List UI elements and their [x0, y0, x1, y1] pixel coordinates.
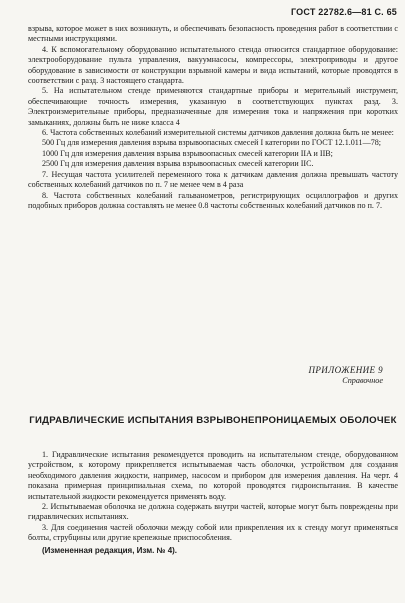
paragraph: 6. Частота собственных колебаний измерительной системы датчиков давления должна быть не менее: [42, 128, 394, 138]
paragraph: 1. Гидравлические испытания рекомендуется проводить на испытательном стенде, оборудованном устройством, к которому прикрепляется испытываемая часть оболочки, устройством для создания необходимого давления жидкости, например, насосом и прибором для измерения давления. На черт. 4 показана примерная принципиальная схема, по которой проводятся гидроиспытания. В качестве испытательной жидкости рекомендуется применять воду. [28, 450, 398, 501]
body-text-section-2 [28, 450, 398, 556]
paragraph: 3. Для соединения частей оболочки между собой или прикрепления их к стенду могут применяться болты, струбцины или другие крепежные приспособления. [28, 522, 398, 543]
paragraph: 1000 Гц для измерения давления взрыва взрывоопасных смесей категории IIA и IIB; [42, 148, 333, 158]
appendix-label: ПРИЛОЖЕНИЕ 9 [308, 365, 383, 375]
paragraph: 500 Гц для измерения давления взрыва взрывоопасных смесей I категории по ГОСТ 12.1.011—78; [42, 138, 382, 148]
amendment-note: (Измененная редакция, Изм. № 4). [42, 545, 178, 555]
paragraph: 2. Испытываемая оболочка не должна содержать внутри частей, которые могут быть повреждены при гидравлических испытаниях. [28, 502, 398, 522]
paragraph: 4. К вспомогательному оборудованию испытательного стенда относится стандартное оборудование: электрооборудование пульта управления, вакуумнасосы, компрессоры, электроприводы и другое оборудование в зависимости от конструкции взрывной камеры и вида испытаний, которые проводятся в соответствии с разд. 3 настоящего стандарта. [28, 44, 398, 86]
body-text-section-1 [28, 24, 398, 211]
appendix-kind: Справочное [342, 376, 383, 385]
paragraph: 5. На испытательном стенде применяются стандартные приборы и мерительный инструмент, обеспечивающие точность измерения, указанную в соответствующих пунктах разд. 3. Электроизмерительные приборы, предназначенные для измерения тока и напряжения при коротких замыканиях, должны быть не ниже класса 4 [28, 86, 398, 127]
paragraph: 2500 Гц для измерения давления взрыва взрывоопасных смесей категории IIC. [42, 159, 314, 169]
appendix-label-block [308, 365, 383, 385]
paragraph: 8. Частота собственных колебаний гальванометров, регистрирующих осциллографов и других подобных приборов должна составлять не менее 0.8 частоты собственных колебаний датчиков по п. 7. [28, 190, 398, 210]
page-header: ГОСТ 22782.6—81 С. 65 [290, 7, 397, 17]
paragraph: 7. Несущая частота усилителей переменного тока к датчикам давления должна превышать частоту собственных колебаний датчиков по п. 7 не менее чем в 4 раза [28, 169, 398, 190]
section-title: ГИДРАВЛИЧЕСКИЕ ИСПЫТАНИЯ ВЗРЫВОНЕПРОНИЦАЕМЫХ ОБОЛОЧЕК [29, 415, 397, 426]
paragraph: взрыва, которое может в них возникнуть, и обеспечивать безопасность проведения работ в соответствии с местными инструкциями. [28, 24, 398, 44]
